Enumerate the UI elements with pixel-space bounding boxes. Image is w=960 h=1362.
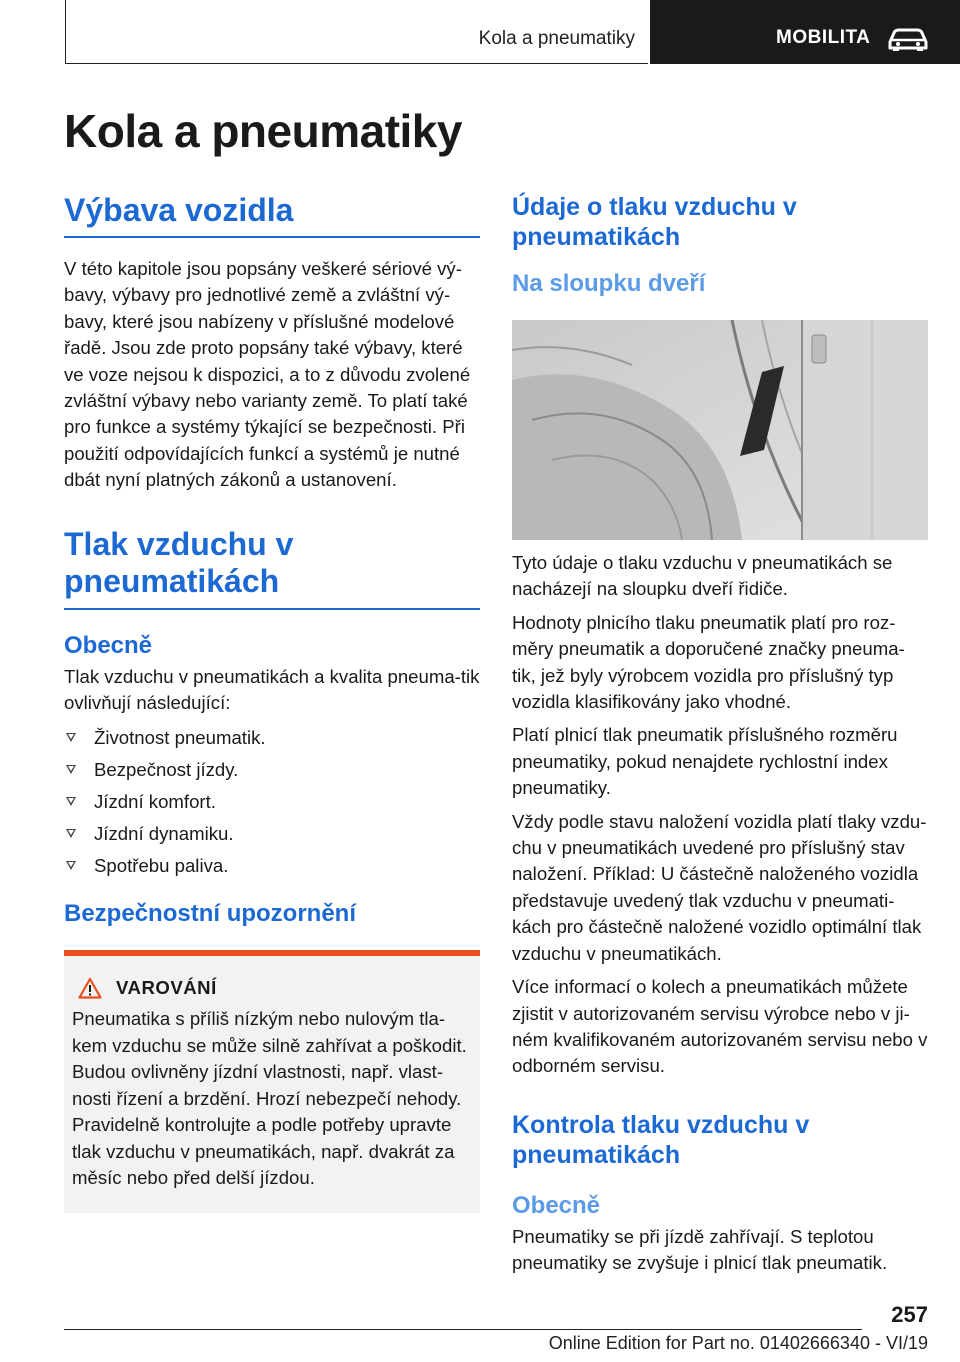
bullet-triangle-icon [66, 797, 76, 806]
header-chapter-label: MOBILITA [776, 27, 871, 48]
list-item [64, 818, 480, 850]
list-item [64, 786, 480, 818]
car-icon [886, 26, 930, 52]
heading-vybava-vozidla: Výbava vozidla [64, 192, 294, 228]
footer-edition: Online Edition for Part no. 01402666340 - VI/19 [548, 1333, 928, 1353]
list-item-text: Životnost pneumatik. [94, 727, 266, 749]
bullet-triangle-icon [66, 765, 76, 774]
door-pillar-image [512, 320, 928, 540]
udaje-paragraph-3: Platí plnicí tlak pneumatik příslušného rozměru pneumatiky, pokud nenajdete rychlostní index pneumatiky. [512, 724, 898, 799]
heading-kontrola-tlaku: Kontrola tlaku vzduchu v pneumatikách [512, 1110, 810, 1169]
heading-tlak-vzduchu: Tlak vzduchu v pneumatikách [64, 525, 294, 599]
warning-box [64, 950, 480, 1213]
page-number: 257 [891, 1302, 928, 1327]
list-item-text: Bezpečnost jízdy. [94, 759, 239, 781]
header-section-title: Kola a pneumatiky [478, 28, 635, 49]
heading-obecne: Obecně [64, 631, 153, 659]
vybava-paragraph: V této kapitole jsou popsány veškeré sériové vý-bavy, výbavy pro jednotlivé země a zvláštní vý-bavy, které jsou nabízeny v příslušné modelové řadě. Jsou zde proto popsány také výbavy, které ve voze nejsou k dispozici, a to z důvodu zvolené zvláštní výbavy nebo varianty země. To platí také pro funkce a systémy týkající se bezpečnosti. Při použití odpovídajících funkcí a systémů je nutné dbát nyní platných zákonů a ustanovení. [64, 258, 471, 491]
kontrola-paragraph: Pneumatiky se při jízdě zahřívají. S teplotou pneumatiky se zvyšuje i plnicí tlak pneumatik. [512, 1225, 888, 1274]
bullet-triangle-icon [66, 861, 76, 870]
list-item [64, 754, 480, 786]
bullet-triangle-icon [66, 733, 76, 742]
footer-divider [64, 1329, 862, 1330]
list-item-text: Jízdní komfort. [94, 791, 216, 813]
page-title: Kola a pneumatiky [64, 105, 462, 157]
right-column [512, 192, 928, 1277]
heading-rule [64, 236, 480, 238]
heading-rule [64, 608, 480, 610]
list-item [64, 722, 480, 754]
warning-triangle-icon [78, 977, 102, 999]
factor-list [64, 722, 480, 882]
heading-obecne-kontrola: Obecně [512, 1191, 601, 1219]
heading-bezpecnostni-upozorneni: Bezpečnostní upozornění [64, 900, 357, 928]
bullet-triangle-icon [66, 829, 76, 838]
heading-udaje-o-tlaku: Údaje o tlaku vzduchu v pneumatikách [512, 193, 797, 251]
list-item [64, 850, 480, 882]
header-divider-left [65, 0, 66, 63]
udaje-paragraph-2: Hodnoty plnicího tlaku pneumatik platí pro roz-měry pneumatik a doporučené značky pneuma-tik, jež byly výrobcem vozidla pro příslušný typ vozidla klasifikovány jako vhodné. [512, 611, 905, 713]
udaje-paragraph-5: Více informací o kolech a pneumatikách můžete zjistit v autorizovaném servisu výrobce nebo v ji-ném kvalifikovaném autorizovaném servisu nebo v odborném servisu. [512, 976, 928, 1077]
list-item-text: Spotřebu paliva. [94, 855, 229, 877]
warning-label: VAROVÁNÍ [116, 977, 217, 999]
header-chapter-tab [650, 0, 960, 64]
list-item-text: Jízdní dynamiku. [94, 823, 234, 845]
heading-na-sloupku-dveri: Na sloupku dveří [512, 270, 706, 297]
udaje-paragraph-1: Tyto údaje o tlaku vzduchu v pneumatikách se nacházejí na sloupku dveří řidiče. [512, 552, 893, 600]
tlak-intro-paragraph: Tlak vzduchu v pneumatikách a kvalita pneuma-tik ovlivňují následující: [64, 665, 480, 714]
udaje-paragraph-4: Vždy podle stavu naložení vozidla platí tlaky vzdu-chu v pneumatikách uvedené pro příslušný stav naložení. Příklad: U částečně naloženého vozidla představuje uvedený tlak vzduchu v pneumati-kách pro částečně naložené vozidlo optimální tlak vzduchu v pneumatikách. [512, 810, 927, 964]
left-column [64, 192, 480, 1213]
warning-text: Pneumatika s příliš nízkým nebo nulovým tla-kem vzduchu se může silně zahřívat a poškodit. Budou ovlivněny jízdní vlastnosti, např. vlast-nosti řízení a brzdění. Hrozí nebezpečí nehody. Pravidelně kontrolujte a podle potřeby upravte tlak vzduchu v pneumatikách, např. dvakrát za měsíc nebo před delší jízdou. [72, 1008, 467, 1188]
header-divider-bottom [65, 63, 648, 64]
